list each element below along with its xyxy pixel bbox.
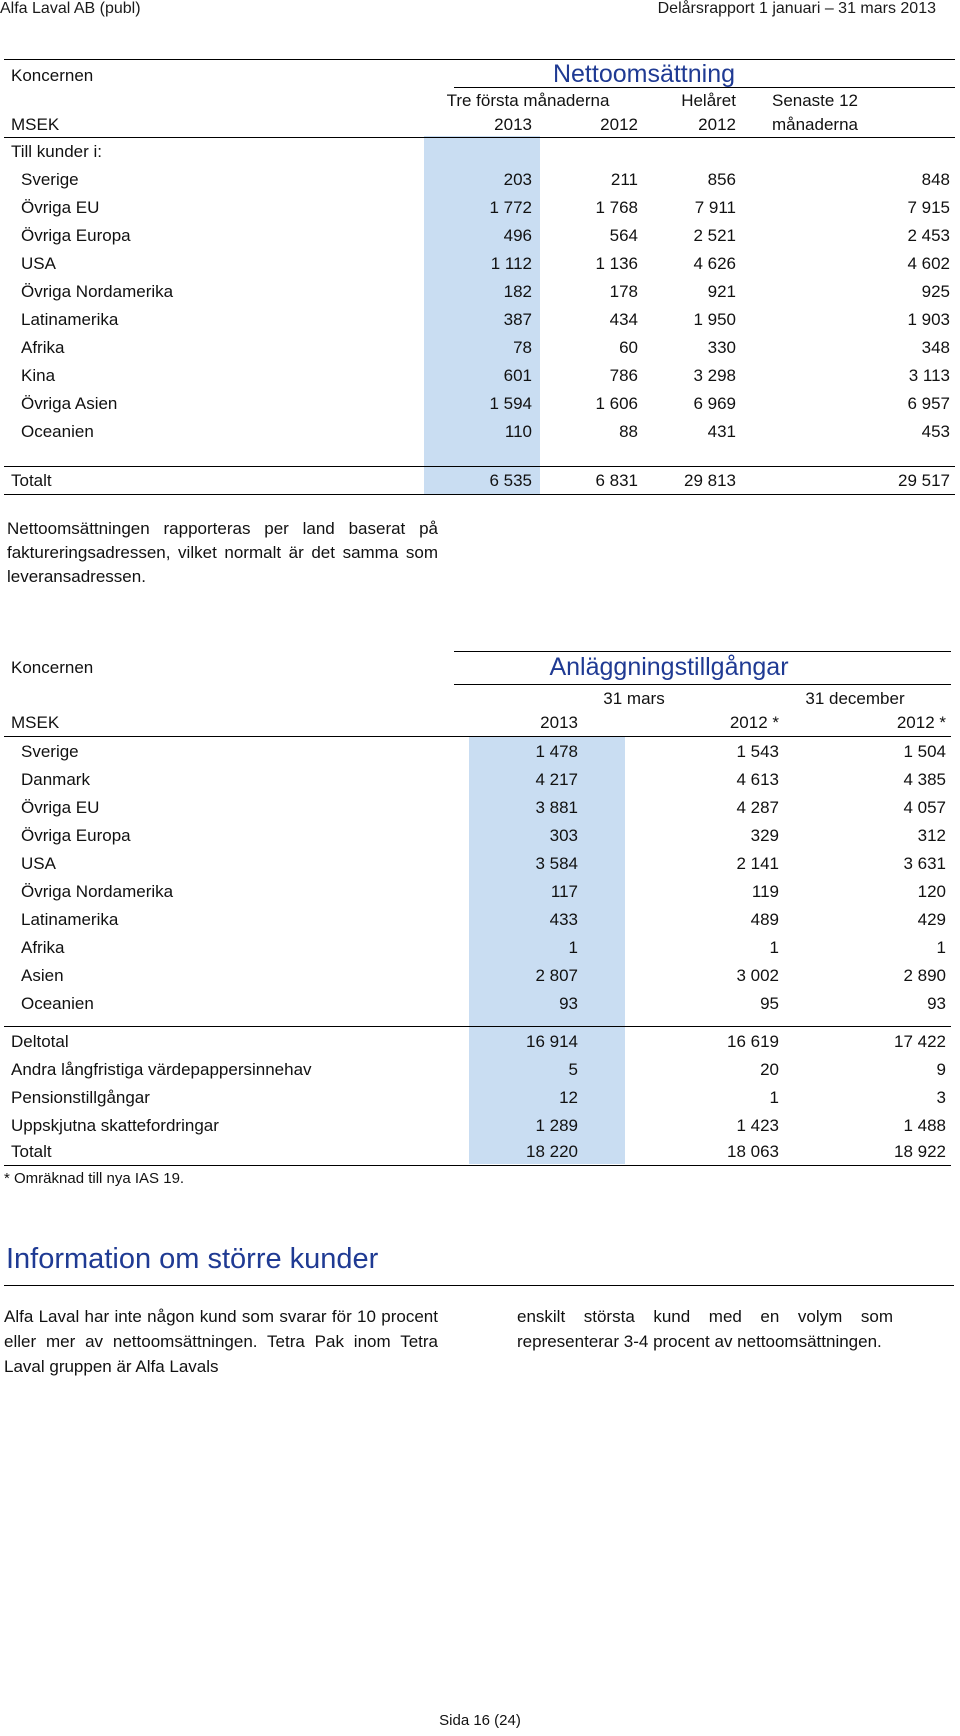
table-row bbox=[4, 334, 955, 362]
cell-2013: 78 bbox=[513, 338, 532, 357]
row-label: Sverige bbox=[21, 742, 79, 761]
cell-2012: 1 768 bbox=[595, 198, 638, 217]
cell-2013: 496 bbox=[503, 226, 532, 245]
row-label: Oceanien bbox=[21, 994, 94, 1013]
table-row bbox=[4, 1028, 951, 1056]
cell-2013: 110 bbox=[504, 422, 532, 441]
group-header-dec: 31 december bbox=[805, 689, 905, 708]
cell-2012: 489 bbox=[750, 910, 779, 929]
row-label: USA bbox=[21, 254, 56, 273]
row-label: Latinamerika bbox=[21, 310, 119, 329]
cell-2012: 4 287 bbox=[736, 798, 779, 817]
row-label: Oceanien bbox=[21, 422, 94, 441]
group-header-q: Tre första månaderna bbox=[446, 91, 610, 110]
row-label: Pensionstillgångar bbox=[11, 1088, 150, 1107]
text-column-right: enskilt största kund med en volym som representerar 3-4 procent av nettoomsättningen. bbox=[517, 1307, 893, 1351]
cell-dec-2012: 4 057 bbox=[903, 798, 946, 817]
cell-2012: 1 bbox=[769, 1088, 779, 1107]
cell-2012: 1 bbox=[769, 938, 779, 957]
cell-2012: 1 423 bbox=[736, 1116, 779, 1135]
cell-2013: 12 bbox=[559, 1088, 578, 1107]
cell-2013: 1 772 bbox=[489, 198, 532, 217]
table-row bbox=[4, 194, 955, 222]
fixed-assets-table bbox=[4, 650, 951, 1190]
row-label: Uppskjutna skattefordringar bbox=[11, 1116, 219, 1135]
cell-year-2012: 921 bbox=[707, 282, 736, 301]
cell-2013: 1 594 bbox=[489, 394, 532, 413]
cell-2013: 1 478 bbox=[535, 742, 578, 761]
table-title: Anläggningstillgångar bbox=[549, 653, 789, 681]
cell-dec-2012: 1 488 bbox=[903, 1116, 946, 1135]
cell-dec-2012: 1 504 bbox=[903, 742, 946, 761]
row-label: Afrika bbox=[21, 338, 65, 357]
cell-2012: 329 bbox=[750, 826, 779, 845]
col-header-year-2012: 2012 bbox=[698, 115, 736, 134]
table-row bbox=[4, 278, 955, 306]
cell-2013: 5 bbox=[568, 1060, 578, 1079]
row-label: Afrika bbox=[21, 938, 65, 957]
row-label: Till kunder i: bbox=[11, 142, 103, 161]
cell-2013: 117 bbox=[550, 882, 578, 901]
cell-2012: 1 543 bbox=[736, 742, 779, 761]
cell-ltm: 7 915 bbox=[907, 198, 950, 217]
cell-dec-2012: 312 bbox=[917, 826, 946, 845]
cell-dec-2012: 1 bbox=[936, 938, 946, 957]
cell-ltm: 925 bbox=[921, 282, 950, 301]
cell-2013: 1 289 bbox=[535, 1116, 578, 1135]
row-label: Övriga Nordamerika bbox=[21, 282, 174, 301]
table-row bbox=[4, 738, 951, 766]
cell-dec-2012: 93 bbox=[927, 994, 946, 1013]
company-name: Alfa Laval AB (publ) bbox=[0, 0, 141, 17]
table-row bbox=[4, 222, 955, 250]
group-header-year: Helåret bbox=[681, 91, 736, 110]
table-corner: Koncernen bbox=[11, 658, 94, 677]
row-label: Kina bbox=[21, 366, 56, 385]
cell-2013: 182 bbox=[503, 282, 532, 301]
total-row bbox=[4, 467, 955, 495]
cell-2012: 95 bbox=[760, 994, 779, 1013]
table-row bbox=[4, 794, 951, 822]
table-row bbox=[4, 822, 951, 850]
cell-2012: 178 bbox=[609, 282, 638, 301]
table-row bbox=[4, 906, 951, 934]
cell-2012: 6 831 bbox=[595, 471, 638, 490]
cell-dec-2012: 2 890 bbox=[903, 966, 946, 985]
cell-2012: 434 bbox=[609, 310, 638, 329]
row-label: Övriga EU bbox=[21, 198, 100, 217]
section-label-row bbox=[4, 138, 955, 166]
cell-ltm: 1 903 bbox=[907, 310, 950, 329]
section-divider bbox=[4, 1285, 954, 1286]
col-header-2012: 2012 * bbox=[729, 713, 779, 732]
cell-year-2012: 6 969 bbox=[693, 394, 736, 413]
table-row bbox=[4, 306, 955, 334]
row-label: Sverige bbox=[21, 170, 79, 189]
cell-ltm: 4 602 bbox=[907, 254, 950, 273]
cell-2012: 18 063 bbox=[727, 1142, 779, 1161]
group-header-mar: 31 mars bbox=[603, 689, 665, 708]
cell-year-2012: 3 298 bbox=[693, 366, 736, 385]
cell-dec-2012: 3 631 bbox=[903, 854, 946, 873]
cell-2013: 2 807 bbox=[535, 966, 578, 985]
cell-year-2012: 330 bbox=[707, 338, 736, 357]
cell-year-2012: 431 bbox=[707, 422, 736, 441]
row-label: Danmark bbox=[21, 770, 90, 789]
table-row bbox=[4, 390, 955, 418]
col-header-2012: 2012 bbox=[600, 115, 638, 134]
cell-2012: 88 bbox=[619, 422, 638, 441]
page-number: Sida 16 (24) bbox=[439, 1712, 521, 1729]
section-title: Information om större kunder bbox=[6, 1243, 379, 1275]
cell-2013: 203 bbox=[503, 170, 532, 189]
unit-label: MSEK bbox=[11, 115, 60, 134]
cell-2013: 6 535 bbox=[489, 471, 532, 490]
table-title: Nettoomsättning bbox=[552, 60, 736, 88]
cell-2012: 119 bbox=[751, 882, 779, 901]
cell-ltm: 3 113 bbox=[908, 366, 950, 385]
cell-2013: 18 220 bbox=[526, 1142, 578, 1161]
row-label: Övriga Europa bbox=[21, 826, 131, 845]
row-label: Övriga Asien bbox=[21, 394, 118, 413]
table-row bbox=[4, 1056, 951, 1084]
cell-year-2012: 7 911 bbox=[694, 198, 736, 217]
table-row bbox=[4, 418, 955, 446]
row-label: Deltotal bbox=[11, 1032, 69, 1051]
table-row bbox=[4, 1084, 951, 1112]
cell-2012: 786 bbox=[609, 366, 638, 385]
row-label: Övriga EU bbox=[21, 798, 100, 817]
cell-2012: 1 136 bbox=[595, 254, 638, 273]
cell-dec-2012: 429 bbox=[917, 910, 946, 929]
col-header-2013: 2013 bbox=[494, 115, 532, 134]
cell-2012: 2 141 bbox=[736, 854, 779, 873]
table-row bbox=[4, 962, 951, 990]
total-row bbox=[4, 1138, 951, 1166]
cell-2012: 3 002 bbox=[736, 966, 779, 985]
cell-2013: 3 584 bbox=[535, 854, 578, 873]
row-label: Andra långfristiga värdepappersinnehav bbox=[11, 1060, 312, 1079]
cell-year-2012: 1 950 bbox=[693, 310, 736, 329]
cell-2012: 16 619 bbox=[727, 1032, 779, 1051]
cell-ltm: 348 bbox=[921, 338, 950, 357]
col-header-dec-2012: 2012 * bbox=[896, 713, 946, 732]
cell-dec-2012: 18 922 bbox=[894, 1142, 946, 1161]
table-row bbox=[4, 850, 951, 878]
row-label: Totalt bbox=[11, 471, 52, 490]
report-title: Delårsrapport 1 januari – 31 mars 2013 bbox=[657, 0, 936, 17]
col-header-ltm-2: månaderna bbox=[771, 115, 858, 134]
cell-year-2012: 29 813 bbox=[684, 471, 736, 490]
cell-dec-2012: 17 422 bbox=[894, 1032, 946, 1051]
net-sales-table bbox=[4, 55, 955, 495]
table-row bbox=[4, 766, 951, 794]
cell-2013: 4 217 bbox=[535, 770, 578, 789]
cell-2012: 20 bbox=[760, 1060, 779, 1079]
table-row bbox=[4, 250, 955, 278]
cell-dec-2012: 3 bbox=[936, 1088, 946, 1107]
table-row bbox=[4, 934, 951, 962]
col-header-2013: 2013 bbox=[540, 713, 578, 732]
cell-2012: 564 bbox=[609, 226, 638, 245]
cell-2013: 601 bbox=[503, 366, 532, 385]
cell-year-2012: 856 bbox=[707, 170, 736, 189]
row-label: Totalt bbox=[11, 1142, 52, 1161]
cell-2012: 60 bbox=[619, 338, 638, 357]
cell-year-2012: 2 521 bbox=[693, 226, 736, 245]
page-header bbox=[0, 0, 960, 24]
cell-ltm: 6 957 bbox=[907, 394, 950, 413]
row-label: Övriga Nordamerika bbox=[21, 882, 174, 901]
cell-2013: 1 bbox=[568, 938, 578, 957]
row-label: USA bbox=[21, 854, 56, 873]
cell-ltm: 848 bbox=[921, 170, 950, 189]
cell-dec-2012: 4 385 bbox=[903, 770, 946, 789]
cell-year-2012: 4 626 bbox=[693, 254, 736, 273]
row-label: Övriga Europa bbox=[21, 226, 131, 245]
cell-2012: 211 bbox=[610, 170, 638, 189]
cell-dec-2012: 9 bbox=[936, 1060, 946, 1079]
cell-ltm: 453 bbox=[921, 422, 950, 441]
table-row bbox=[4, 1112, 951, 1140]
cell-2013: 93 bbox=[559, 994, 578, 1013]
text-column-left: Alfa Laval har inte någon kund som svarar för 10 procent eller mer av nettoomsättningen. Tetra Pak inom Tetra Laval gruppen är Alfa Lavals bbox=[4, 1307, 438, 1376]
cell-dec-2012: 120 bbox=[917, 882, 946, 901]
cell-2013: 3 881 bbox=[535, 798, 578, 817]
footnote: * Omräknad till nya IAS 19. bbox=[4, 1170, 185, 1187]
table-row bbox=[4, 878, 951, 906]
group-header-ltm: Senaste 12 bbox=[771, 91, 858, 110]
note-paragraph: Nettoomsättningen rapporteras per land baserat på faktureringsadressen, vilket normalt är det samma som leveransadressen. bbox=[7, 519, 438, 586]
table-corner: Koncernen bbox=[11, 66, 94, 85]
cell-2013: 303 bbox=[549, 826, 578, 845]
table-row bbox=[4, 990, 951, 1018]
cell-2013: 433 bbox=[549, 910, 578, 929]
cell-2013: 1 112 bbox=[490, 254, 532, 273]
cell-2012: 1 606 bbox=[595, 394, 638, 413]
cell-2013: 16 914 bbox=[526, 1032, 578, 1051]
cell-ltm: 29 517 bbox=[898, 471, 950, 490]
row-label: Latinamerika bbox=[21, 910, 119, 929]
table-row bbox=[4, 166, 955, 194]
cell-ltm: 2 453 bbox=[907, 226, 950, 245]
cell-2012: 4 613 bbox=[736, 770, 779, 789]
unit-label: MSEK bbox=[11, 713, 60, 732]
table-row bbox=[4, 362, 955, 390]
cell-2013: 387 bbox=[503, 310, 532, 329]
row-label: Asien bbox=[21, 966, 64, 985]
